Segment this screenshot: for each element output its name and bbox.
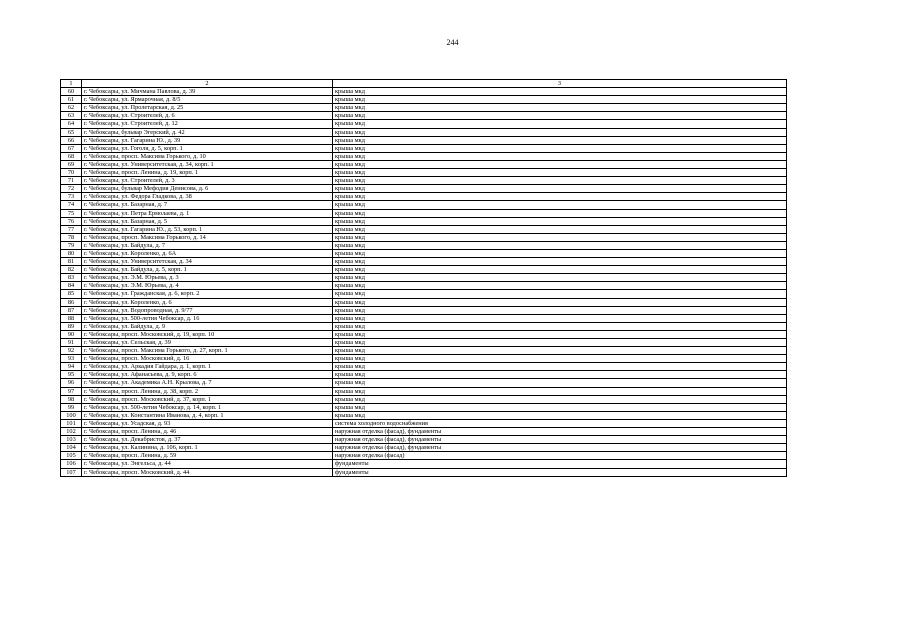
work-type-cell: крыша мкд bbox=[333, 355, 787, 363]
address-cell: г. Чебоксары, ул. 500-летия Чебоксар, д. 16 bbox=[82, 314, 333, 322]
work-type-cell: крыша мкд bbox=[333, 201, 787, 209]
address-cell: г. Чебоксары, просп. Московский, д. 37, корп. 1 bbox=[82, 395, 333, 403]
work-type-cell: крыша мкд bbox=[333, 266, 787, 274]
address-cell: г. Чебоксары, ул. Э.М. Юрьева, д. 4 bbox=[82, 282, 333, 290]
table-row bbox=[61, 444, 787, 452]
table-row bbox=[61, 282, 787, 290]
table-row bbox=[61, 322, 787, 330]
table-row bbox=[61, 201, 787, 209]
address-cell: г. Чебоксары, ул. Гоголя, д. 5, корп. 1 bbox=[82, 144, 333, 152]
work-type-cell: фундаменты bbox=[333, 460, 787, 468]
table-row bbox=[61, 112, 787, 120]
address-cell: г. Чебоксары, ул. Короленко, д. 6 bbox=[82, 298, 333, 306]
work-type-cell: крыша мкд bbox=[333, 193, 787, 201]
table-row bbox=[61, 152, 787, 160]
address-cell: г. Чебоксары, ул. Байдула, д. 5, корп. 1 bbox=[82, 266, 333, 274]
row-number: 85 bbox=[61, 290, 82, 298]
table-row bbox=[61, 177, 787, 185]
data-table bbox=[60, 79, 787, 477]
work-type-cell: крыша мкд bbox=[333, 306, 787, 314]
row-number: 91 bbox=[61, 339, 82, 347]
address-cell: г. Чебоксары, ул. Федора Гладкова, д. 38 bbox=[82, 193, 333, 201]
table-row bbox=[61, 274, 787, 282]
table-row bbox=[61, 88, 787, 96]
work-type-cell: крыша мкд bbox=[333, 217, 787, 225]
row-number: 89 bbox=[61, 322, 82, 330]
address-cell: г. Чебоксары, ул. Строителей, д. 12 bbox=[82, 120, 333, 128]
address-cell: г. Чебоксары, ул. Строителей, д. 6 bbox=[82, 112, 333, 120]
table-row bbox=[61, 339, 787, 347]
page-number: 244 bbox=[446, 38, 459, 47]
row-number: 95 bbox=[61, 371, 82, 379]
work-type-cell: крыша мкд bbox=[333, 274, 787, 282]
table-row bbox=[61, 330, 787, 338]
work-type-cell: крыша мкд bbox=[333, 387, 787, 395]
address-cell: г. Чебоксары, просп. Ленина, д. 38, корп. 2 bbox=[82, 387, 333, 395]
table-row bbox=[61, 290, 787, 298]
work-type-cell: крыша мкд bbox=[333, 290, 787, 298]
table-row bbox=[61, 185, 787, 193]
table-row bbox=[61, 193, 787, 201]
work-type-cell: крыша мкд bbox=[333, 249, 787, 257]
table-row bbox=[61, 120, 787, 128]
table-header-row bbox=[61, 80, 787, 88]
table-row bbox=[61, 452, 787, 460]
address-cell: г. Чебоксары, просп. Ленина, д. 59 bbox=[82, 452, 333, 460]
address-cell: г. Чебоксары, ул. 500-летия Чебоксар, д. 14, корп. 1 bbox=[82, 403, 333, 411]
work-type-cell: крыша мкд bbox=[333, 88, 787, 96]
address-cell: г. Чебоксары, просп. Максима Горького, д. 14 bbox=[82, 233, 333, 241]
table-row bbox=[61, 258, 787, 266]
row-number: 97 bbox=[61, 387, 82, 395]
work-type-cell: крыша мкд bbox=[333, 144, 787, 152]
work-type-cell: крыша мкд bbox=[333, 120, 787, 128]
work-type-cell: крыша мкд bbox=[333, 282, 787, 290]
work-type-cell: система холодного водоснабжения bbox=[333, 419, 787, 427]
row-number: 98 bbox=[61, 395, 82, 403]
row-number: 67 bbox=[61, 144, 82, 152]
address-cell: г. Чебоксары, ул. Константина Иванова, д. 4, корп. 1 bbox=[82, 411, 333, 419]
address-cell: г. Чебоксары, ул. Гагарина Ю., д. 39 bbox=[82, 136, 333, 144]
row-number: 103 bbox=[61, 436, 82, 444]
work-type-cell: крыша мкд bbox=[333, 330, 787, 338]
address-cell: г. Чебоксары, ул. Базарная, д. 7 bbox=[82, 201, 333, 209]
work-type-cell: крыша мкд bbox=[333, 298, 787, 306]
table-row bbox=[61, 379, 787, 387]
row-number: 106 bbox=[61, 460, 82, 468]
row-number: 84 bbox=[61, 282, 82, 290]
address-cell: г. Чебоксары, просп. Московский, д. 44 bbox=[82, 468, 333, 476]
work-type-cell: крыша мкд bbox=[333, 233, 787, 241]
row-number: 96 bbox=[61, 379, 82, 387]
table-row bbox=[61, 419, 787, 427]
address-cell: г. Чебоксары, просп. Московский, д. 19, корп. 10 bbox=[82, 330, 333, 338]
work-type-cell: наружная отделка (фасад), фундаменты bbox=[333, 428, 787, 436]
work-type-cell: крыша мкд bbox=[333, 112, 787, 120]
column-header: 3 bbox=[333, 80, 787, 88]
address-cell: г. Чебоксары, ул. Усадская, д. 93 bbox=[82, 419, 333, 427]
row-number: 81 bbox=[61, 258, 82, 266]
row-number: 83 bbox=[61, 274, 82, 282]
column-header: 1 bbox=[61, 80, 82, 88]
row-number: 82 bbox=[61, 266, 82, 274]
row-number: 87 bbox=[61, 306, 82, 314]
row-number: 101 bbox=[61, 419, 82, 427]
table-row bbox=[61, 387, 787, 395]
row-number: 107 bbox=[61, 468, 82, 476]
table-row bbox=[61, 249, 787, 257]
table-row bbox=[61, 395, 787, 403]
address-cell: г. Чебоксары, ул. Афанасьева, д. 9, корп. 6 bbox=[82, 371, 333, 379]
address-cell: г. Чебоксары, ул. Базарная, д. 5 bbox=[82, 217, 333, 225]
table-row bbox=[61, 411, 787, 419]
address-cell: г. Чебоксары, ул. Короленко, д. 6А bbox=[82, 249, 333, 257]
row-number: 73 bbox=[61, 193, 82, 201]
work-type-cell: фундаменты bbox=[333, 468, 787, 476]
table-row bbox=[61, 314, 787, 322]
work-type-cell: крыша мкд bbox=[333, 403, 787, 411]
work-type-cell: крыша мкд bbox=[333, 322, 787, 330]
address-cell: г. Чебоксары, просп. Ленина, д. 46 bbox=[82, 428, 333, 436]
table-row bbox=[61, 241, 787, 249]
table-row bbox=[61, 428, 787, 436]
column-header: 2 bbox=[82, 80, 333, 88]
work-type-cell: крыша мкд bbox=[333, 96, 787, 104]
address-cell: г. Чебоксары, ул. Университетская, д. 34, корп. 1 bbox=[82, 160, 333, 168]
row-number: 102 bbox=[61, 428, 82, 436]
row-number: 68 bbox=[61, 152, 82, 160]
row-number: 75 bbox=[61, 209, 82, 217]
address-cell: г. Чебоксары, ул. Академика А.Н. Крылова, д. 7 bbox=[82, 379, 333, 387]
row-number: 88 bbox=[61, 314, 82, 322]
work-type-cell: крыша мкд bbox=[333, 241, 787, 249]
row-number: 65 bbox=[61, 128, 82, 136]
row-number: 77 bbox=[61, 225, 82, 233]
work-type-cell: крыша мкд bbox=[333, 395, 787, 403]
row-number: 70 bbox=[61, 169, 82, 177]
work-type-cell: крыша мкд bbox=[333, 347, 787, 355]
address-cell: г. Чебоксары, ул. Петра Ермолаева, д. 1 bbox=[82, 209, 333, 217]
row-number: 60 bbox=[61, 88, 82, 96]
work-type-cell: крыша мкд bbox=[333, 185, 787, 193]
table-row bbox=[61, 128, 787, 136]
address-cell: г. Чебоксары, ул. Сельская, д. 39 bbox=[82, 339, 333, 347]
row-number: 86 bbox=[61, 298, 82, 306]
address-cell: г. Чебоксары, ул. Водопроводная, д. 9/77 bbox=[82, 306, 333, 314]
work-type-cell: наружная отделка (фасад), фундаменты bbox=[333, 444, 787, 452]
row-number: 92 bbox=[61, 347, 82, 355]
table-row bbox=[61, 266, 787, 274]
table-row bbox=[61, 371, 787, 379]
row-number: 71 bbox=[61, 177, 82, 185]
table-row bbox=[61, 160, 787, 168]
row-number: 78 bbox=[61, 233, 82, 241]
table-row bbox=[61, 468, 787, 476]
address-cell: г. Чебоксары, ул. Университетская, д. 34 bbox=[82, 258, 333, 266]
work-type-cell: наружная отделка (фасад) bbox=[333, 452, 787, 460]
table-row bbox=[61, 144, 787, 152]
table-row bbox=[61, 225, 787, 233]
table-row bbox=[61, 403, 787, 411]
work-type-cell: крыша мкд bbox=[333, 136, 787, 144]
address-cell: г. Чебоксары, просп. Московский, д. 16 bbox=[82, 355, 333, 363]
address-cell: г. Чебоксары, просп. Максима Горького, д. 10 bbox=[82, 152, 333, 160]
table-row bbox=[61, 104, 787, 112]
row-number: 64 bbox=[61, 120, 82, 128]
work-type-cell: крыша мкд bbox=[333, 363, 787, 371]
work-type-cell: крыша мкд bbox=[333, 225, 787, 233]
work-type-cell: крыша мкд bbox=[333, 160, 787, 168]
row-number: 94 bbox=[61, 363, 82, 371]
row-number: 104 bbox=[61, 444, 82, 452]
address-cell: г. Чебоксары, ул. Гражданская, д. 6, корп. 2 bbox=[82, 290, 333, 298]
table-row bbox=[61, 233, 787, 241]
table-row bbox=[61, 96, 787, 104]
address-cell: г. Чебоксары, просп. Максима Горького, д. 27, корп. 1 bbox=[82, 347, 333, 355]
address-cell: г. Чебоксары, ул. Гагарина Ю., д. 53, корп. 1 bbox=[82, 225, 333, 233]
address-cell: г. Чебоксары, бульвар Мефодия Денисова, д. 6 bbox=[82, 185, 333, 193]
address-cell: г. Чебоксары, просп. Ленина, д. 19, корп. 1 bbox=[82, 169, 333, 177]
row-number: 80 bbox=[61, 249, 82, 257]
work-type-cell: наружная отделка (фасад), фундаменты bbox=[333, 436, 787, 444]
work-type-cell: крыша мкд bbox=[333, 371, 787, 379]
work-type-cell: крыша мкд bbox=[333, 104, 787, 112]
address-cell: г. Чебоксары, ул. Энгельса, д. 44 bbox=[82, 460, 333, 468]
work-type-cell: крыша мкд bbox=[333, 411, 787, 419]
address-cell: г. Чебоксары, ул. Аркадия Гайдара, д. 1, корп. 1 bbox=[82, 363, 333, 371]
row-number: 105 bbox=[61, 452, 82, 460]
address-cell: г. Чебоксары, ул. Э.М. Юрьева, д. 3 bbox=[82, 274, 333, 282]
table-row bbox=[61, 436, 787, 444]
row-number: 63 bbox=[61, 112, 82, 120]
address-cell: г. Чебоксары, ул. Калинина, д. 106, корп. 1 bbox=[82, 444, 333, 452]
row-number: 62 bbox=[61, 104, 82, 112]
table-row bbox=[61, 355, 787, 363]
table-body bbox=[61, 88, 787, 477]
row-number: 99 bbox=[61, 403, 82, 411]
row-number: 76 bbox=[61, 217, 82, 225]
table-row bbox=[61, 306, 787, 314]
work-type-cell: крыша мкд bbox=[333, 314, 787, 322]
address-cell: г. Чебоксары, ул. Декабристов, д. 37 bbox=[82, 436, 333, 444]
address-cell: г. Чебоксары, ул. Байдула, д. 7 bbox=[82, 241, 333, 249]
row-number: 72 bbox=[61, 185, 82, 193]
table-row bbox=[61, 460, 787, 468]
row-number: 66 bbox=[61, 136, 82, 144]
row-number: 93 bbox=[61, 355, 82, 363]
address-cell: г. Чебоксары, ул. Пролетарская, д. 25 bbox=[82, 104, 333, 112]
work-type-cell: крыша мкд bbox=[333, 258, 787, 266]
table-row bbox=[61, 169, 787, 177]
work-type-cell: крыша мкд bbox=[333, 177, 787, 185]
row-number: 61 bbox=[61, 96, 82, 104]
table-row bbox=[61, 209, 787, 217]
row-number: 74 bbox=[61, 201, 82, 209]
row-number: 100 bbox=[61, 411, 82, 419]
table-row bbox=[61, 298, 787, 306]
address-cell: г. Чебоксары, ул. Ярмарочная, д. 8/5 bbox=[82, 96, 333, 104]
work-type-cell: крыша мкд bbox=[333, 169, 787, 177]
table-row bbox=[61, 363, 787, 371]
work-type-cell: крыша мкд bbox=[333, 152, 787, 160]
address-cell: г. Чебоксары, бульвар Эгерский, д. 42 bbox=[82, 128, 333, 136]
address-cell: г. Чебоксары, ул. Мичмана Павлова, д. 39 bbox=[82, 88, 333, 96]
table-row bbox=[61, 217, 787, 225]
work-type-cell: крыша мкд bbox=[333, 209, 787, 217]
row-number: 79 bbox=[61, 241, 82, 249]
work-type-cell: крыша мкд bbox=[333, 128, 787, 136]
table-row bbox=[61, 136, 787, 144]
address-cell: г. Чебоксары, ул. Строителей, д. 3 bbox=[82, 177, 333, 185]
work-type-cell: крыша мкд bbox=[333, 379, 787, 387]
table-row bbox=[61, 347, 787, 355]
address-cell: г. Чебоксары, ул. Байдула, д. 9 bbox=[82, 322, 333, 330]
row-number: 69 bbox=[61, 160, 82, 168]
row-number: 90 bbox=[61, 330, 82, 338]
work-type-cell: крыша мкд bbox=[333, 339, 787, 347]
